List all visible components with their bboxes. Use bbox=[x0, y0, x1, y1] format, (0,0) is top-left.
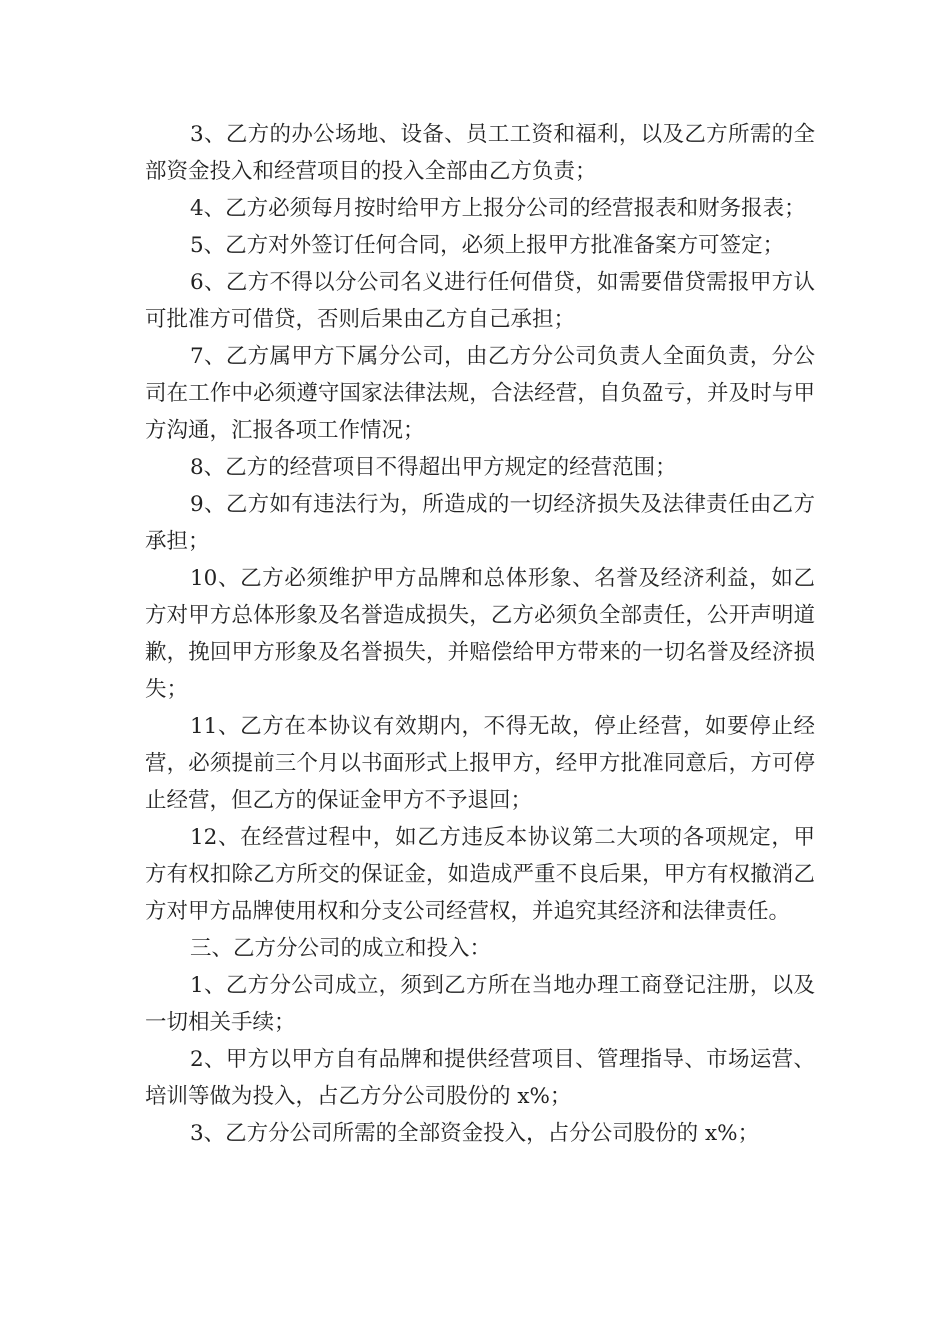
clause-2-5: 5、乙方对外签订任何合同，必须上报甲方批准备案方可签定； bbox=[190, 233, 785, 258]
section-heading-3: 三、乙方分公司的成立和投入： bbox=[190, 936, 492, 961]
clause-2-7: 7、乙方属甲方下属分公司，由乙方分公司负责人全面负责，分公司在工作中必须遵守国家法律法规，合法经营，自负盈亏，并及时与甲方沟通，汇报各项工作情况； bbox=[145, 344, 815, 443]
clause-2-12: 12、在经营过程中，如乙方违反本协议第二大项的各项规定，甲方有权扣除乙方所交的保证金，如造成严重不良后果，甲方有权撤消乙方对甲方品牌使用权和分支公司经营权，并追究其经济和法律责任。 bbox=[145, 825, 815, 924]
clause-2-8: 8、乙方的经营项目不得超出甲方规定的经营范围； bbox=[190, 455, 677, 480]
clause-3-3: 3、乙方分公司所需的全部资金投入，占分公司股份的 x%； bbox=[190, 1121, 760, 1146]
document-body bbox=[145, 116, 815, 1152]
clause-2-10: 10、乙方必须维护甲方品牌和总体形象、名誉及经济利益，如乙方对甲方总体形象及名誉造成损失，乙方必须负全部责任，公开声明道歉，挽回甲方形象及名誉损失，并赔偿给甲方带来的一切名誉及经济损失； bbox=[145, 566, 815, 702]
clause-2-11: 11、乙方在本协议有效期内，不得无故，停止经营，如要停止经营，必须提前三个月以书面形式上报甲方，经甲方批准同意后，方可停止经营，但乙方的保证金甲方不予退回； bbox=[145, 714, 815, 813]
clause-2-3: 3、乙方的办公场地、设备、员工工资和福利，以及乙方所需的全部资金投入和经营项目的投入全部由乙方负责； bbox=[145, 122, 815, 184]
clause-2-9: 9、乙方如有违法行为，所造成的一切经济损失及法律责任由乙方承担； bbox=[145, 492, 815, 554]
clause-2-6: 6、乙方不得以分公司名义进行任何借贷，如需要借贷需报甲方认可批准方可借贷，否则后果由乙方自己承担； bbox=[145, 270, 815, 332]
clause-2-4: 4、乙方必须每月按时给甲方上报分公司的经营报表和财务报表； bbox=[190, 196, 806, 221]
clause-3-2: 2、甲方以甲方自有品牌和提供经营项目、管理指导、市场运营、培训等做为投入，占乙方分公司股份的 x%； bbox=[145, 1047, 815, 1109]
clause-3-1: 1、乙方分公司成立，须到乙方所在当地办理工商登记注册，以及一切相关手续； bbox=[145, 973, 815, 1035]
